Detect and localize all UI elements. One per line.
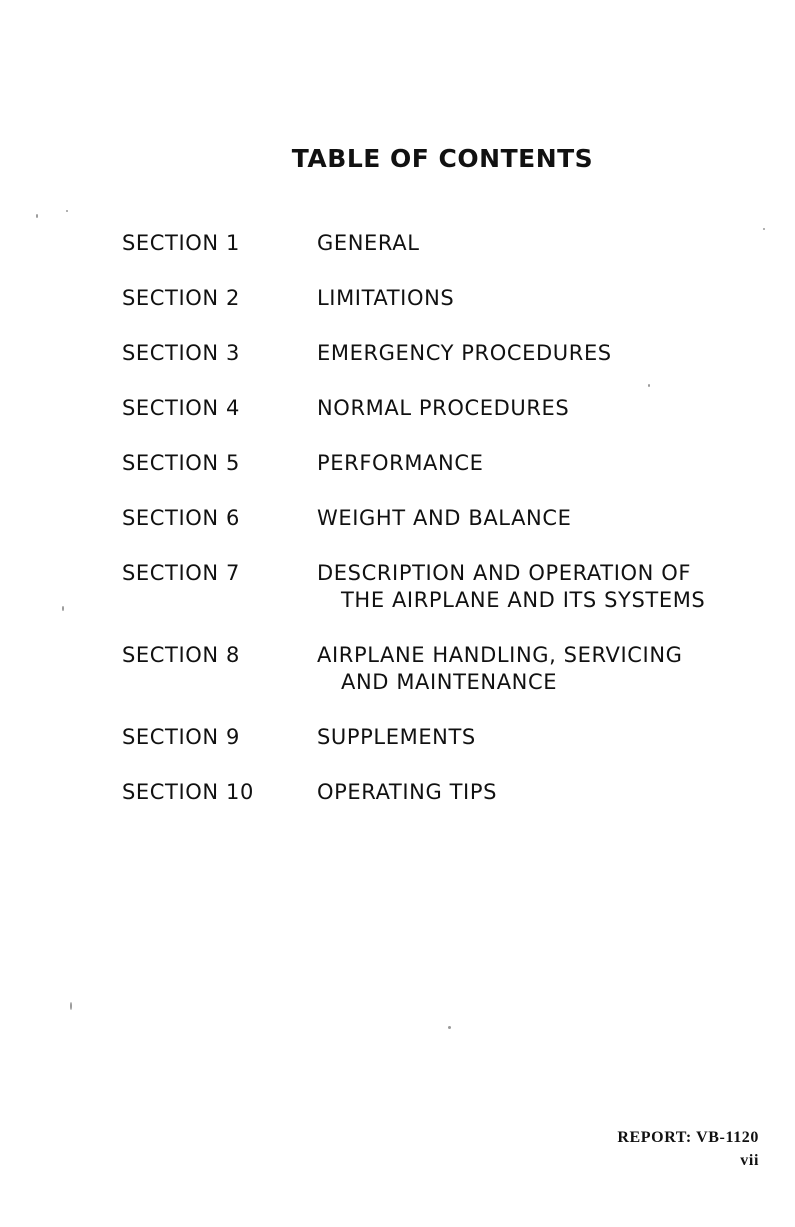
section-number: SECTION 6 [122,506,240,530]
toc-row-section-9 [122,724,782,751]
section-number: SECTION 10 [122,780,254,804]
toc-row-section-7 [122,560,782,614]
scan-speck [648,384,650,387]
section-title-line: LIMITATIONS [317,286,455,310]
section-number: SECTION 9 [122,725,240,749]
section-title [317,230,782,257]
section-title-line: EMERGENCY PROCEDURES [317,341,612,365]
section-number: SECTION 5 [122,451,240,475]
toc-row-section-1 [122,230,782,257]
report-number: REPORT: VB-1120 [617,1129,759,1146]
section-title-continuation: THE AIRPLANE AND ITS SYSTEMS [341,588,706,612]
section-title-line: OPERATING TIPS [317,780,498,804]
section-title [317,340,782,367]
table-of-contents [122,230,782,834]
scan-speck [763,228,765,230]
section-number: SECTION 3 [122,341,240,365]
section-title-line: SUPPLEMENTS [317,725,476,749]
section-number: SECTION 8 [122,643,240,667]
page-number: vii [740,1152,759,1169]
section-title [317,450,782,477]
section-title-line: DESCRIPTION AND OPERATION OF [317,561,692,585]
section-title [317,724,782,751]
section-title [317,505,782,532]
section-title-line: GENERAL [317,231,420,255]
toc-row-section-8 [122,642,782,696]
page-footer [617,1126,759,1172]
toc-row-section-5 [122,450,782,477]
section-title [317,285,782,312]
scan-speck [36,214,38,218]
scan-speck [66,210,68,212]
section-title-line: AIRPLANE HANDLING, SERVICING [317,643,683,667]
section-title [317,560,782,614]
section-title-line: PERFORMANCE [317,451,484,475]
scan-speck [62,606,64,611]
page-title: TABLE OF CONTENTS [291,144,594,173]
toc-row-section-10 [122,779,782,806]
toc-row-section-3 [122,340,782,367]
scan-speck [448,1026,451,1029]
scan-speck [70,1002,72,1010]
section-title-line: WEIGHT AND BALANCE [317,506,572,530]
section-number: SECTION 2 [122,286,240,310]
toc-row-section-6 [122,505,782,532]
section-number: SECTION 1 [122,231,240,255]
toc-row-section-2 [122,285,782,312]
section-number: SECTION 4 [122,396,240,420]
section-title [317,642,782,696]
section-title [317,395,782,422]
section-title-line: NORMAL PROCEDURES [317,396,570,420]
section-number: SECTION 7 [122,561,240,585]
toc-row-section-4 [122,395,782,422]
section-title [317,779,782,806]
section-title-continuation: AND MAINTENANCE [341,670,558,694]
